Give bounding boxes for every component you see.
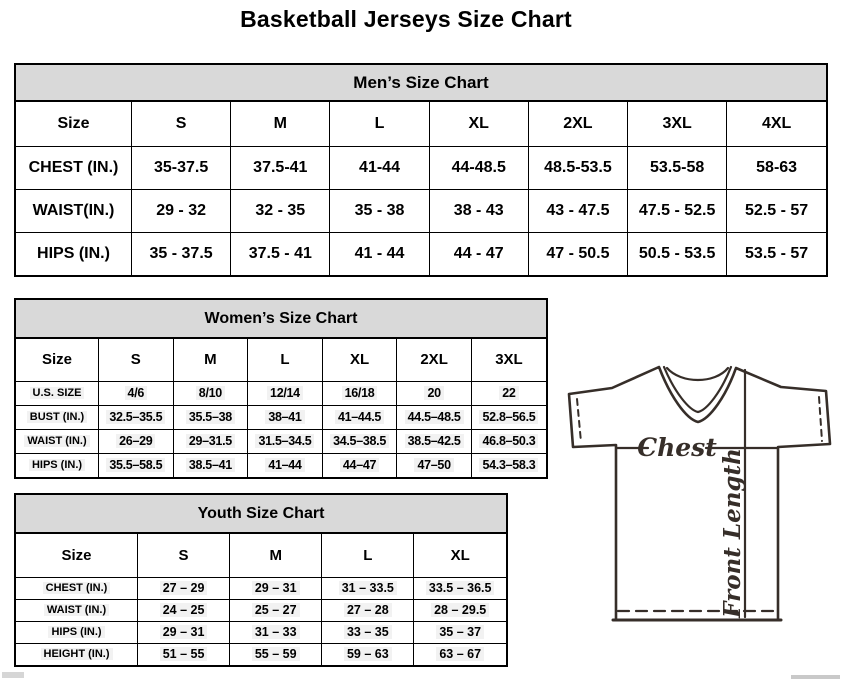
table-row: [16, 621, 506, 643]
value-cell: 27 – 28: [322, 599, 414, 621]
value-cell: 52.8–56.5: [471, 405, 546, 429]
column-header: 3XL: [628, 102, 727, 146]
value-cell: 37.5 - 41: [231, 232, 330, 275]
column-header: 3XL: [471, 339, 546, 381]
value-cell: 43 - 47.5: [528, 189, 627, 232]
value-cell: 35-37.5: [132, 146, 231, 189]
scrollbar-fragment-right[interactable]: [791, 675, 840, 679]
value-cell: 38.5–42.5: [397, 429, 472, 453]
row-label: BUST (IN.): [16, 405, 99, 429]
value-cell: 55 – 59: [230, 643, 322, 665]
row-label: HEIGHT (IN.): [16, 643, 138, 665]
sleeve-stitch-right-icon: [819, 397, 822, 441]
value-cell: 44.5–48.5: [397, 405, 472, 429]
value-cell: 33 – 35: [322, 621, 414, 643]
table-row: [16, 453, 546, 477]
value-cell: 29 – 31: [230, 577, 322, 599]
row-label: U.S. SIZE: [16, 381, 99, 405]
womens-chart-header-band: [16, 300, 546, 339]
column-header-row: [16, 534, 506, 577]
value-cell: 63 – 67: [414, 643, 506, 665]
value-cell: 31 – 33.5: [322, 577, 414, 599]
value-cell: 47–50: [397, 453, 472, 477]
value-cell: 35 - 37.5: [132, 232, 231, 275]
value-cell: 44 - 47: [429, 232, 528, 275]
value-cell: 29 - 32: [132, 189, 231, 232]
row-label: HIPS (IN.): [16, 232, 132, 275]
value-cell: 29 – 31: [138, 621, 230, 643]
value-cell: 26–29: [99, 429, 174, 453]
value-cell: 8/10: [173, 381, 248, 405]
table-row: [16, 429, 546, 453]
row-label: HIPS (IN.): [16, 621, 138, 643]
value-cell: 52.5 - 57: [727, 189, 826, 232]
mens-chart-table: [16, 102, 826, 275]
column-header-row: [16, 339, 546, 381]
youth-size-chart: [14, 493, 508, 667]
page-title: Basketball Jerseys Size Chart: [240, 6, 572, 32]
column-header: L: [248, 339, 323, 381]
column-header-row: [16, 102, 826, 146]
table-row: [16, 146, 826, 189]
column-header: M: [230, 534, 322, 577]
jersey-measurement-diagram: [558, 360, 840, 632]
value-cell: 41–44: [248, 453, 323, 477]
value-cell: 44–47: [322, 453, 397, 477]
value-cell: 20: [397, 381, 472, 405]
value-cell: 58-63: [727, 146, 826, 189]
column-header: XL: [429, 102, 528, 146]
column-header: S: [138, 534, 230, 577]
value-cell: 27 – 29: [138, 577, 230, 599]
value-cell: 31.5–34.5: [248, 429, 323, 453]
table-row: [16, 577, 506, 599]
value-cell: 46.8–50.3: [471, 429, 546, 453]
row-label: CHEST (IN.): [16, 146, 132, 189]
column-header: M: [231, 102, 330, 146]
jersey-outline: [569, 367, 830, 620]
column-header: S: [99, 339, 174, 381]
mens-size-chart: [14, 63, 828, 277]
value-cell: 53.5 - 57: [727, 232, 826, 275]
value-cell: 38.5–41: [173, 453, 248, 477]
value-cell: 34.5–38.5: [322, 429, 397, 453]
value-cell: 35 - 38: [330, 189, 429, 232]
value-cell: 37.5-41: [231, 146, 330, 189]
value-cell: 54.3–58.3: [471, 453, 546, 477]
value-cell: 41-44: [330, 146, 429, 189]
row-label: WAIST (IN.): [16, 429, 99, 453]
value-cell: 29–31.5: [173, 429, 248, 453]
value-cell: 44-48.5: [429, 146, 528, 189]
youth-chart-header-band: [16, 495, 506, 534]
table-row: [16, 643, 506, 665]
value-cell: 22: [471, 381, 546, 405]
column-header: L: [322, 534, 414, 577]
scrollbar-fragment-left[interactable]: [2, 672, 24, 678]
value-cell: 35.5–58.5: [99, 453, 174, 477]
column-header: Size: [16, 534, 138, 577]
column-header: XL: [414, 534, 506, 577]
table-row: [16, 189, 826, 232]
row-label: CHEST (IN.): [16, 577, 138, 599]
collar-back-line: [667, 368, 728, 380]
value-cell: 32.5–35.5: [99, 405, 174, 429]
womens-chart-table: [16, 339, 546, 477]
value-cell: 25 – 27: [230, 599, 322, 621]
value-cell: 48.5-53.5: [528, 146, 627, 189]
youth-chart-table: [16, 534, 506, 665]
value-cell: 4/6: [99, 381, 174, 405]
row-label: WAIST (IN.): [16, 599, 138, 621]
value-cell: 12/14: [248, 381, 323, 405]
column-header: Size: [16, 102, 132, 146]
value-cell: 32 - 35: [231, 189, 330, 232]
column-header: 4XL: [727, 102, 826, 146]
value-cell: 41–44.5: [322, 405, 397, 429]
value-cell: 59 – 63: [322, 643, 414, 665]
value-cell: 16/18: [322, 381, 397, 405]
youth-chart-title: Youth Size Chart: [197, 504, 325, 522]
column-header: Size: [16, 339, 99, 381]
mens-chart-title: Men’s Size Chart: [353, 72, 489, 92]
value-cell: 41 - 44: [330, 232, 429, 275]
value-cell: 24 – 25: [138, 599, 230, 621]
value-cell: 47.5 - 52.5: [628, 189, 727, 232]
table-row: [16, 232, 826, 275]
value-cell: 53.5-58: [628, 146, 727, 189]
value-cell: 51 – 55: [138, 643, 230, 665]
value-cell: 28 – 29.5: [414, 599, 506, 621]
column-header: L: [330, 102, 429, 146]
womens-chart-title: Women’s Size Chart: [204, 309, 358, 327]
value-cell: 50.5 - 53.5: [628, 232, 727, 275]
table-row: [16, 405, 546, 429]
value-cell: 35 – 37: [414, 621, 506, 643]
value-cell: 31 – 33: [230, 621, 322, 643]
column-header: S: [132, 102, 231, 146]
column-header: XL: [322, 339, 397, 381]
value-cell: 47 - 50.5: [528, 232, 627, 275]
table-row: [16, 599, 506, 621]
value-cell: 38 - 43: [429, 189, 528, 232]
mens-chart-header-band: [16, 65, 826, 102]
row-label: WAIST(IN.): [16, 189, 132, 232]
table-row: [16, 381, 546, 405]
chest-label: Chest: [637, 433, 717, 462]
front-length-label: Front Length: [719, 448, 746, 618]
womens-size-chart: [14, 298, 548, 479]
column-header: M: [173, 339, 248, 381]
column-header: 2XL: [397, 339, 472, 381]
value-cell: 38–41: [248, 405, 323, 429]
column-header: 2XL: [528, 102, 627, 146]
sleeve-stitch-left-icon: [577, 399, 581, 442]
row-label: HIPS (IN.): [16, 453, 99, 477]
value-cell: 33.5 – 36.5: [414, 577, 506, 599]
value-cell: 35.5–38: [173, 405, 248, 429]
